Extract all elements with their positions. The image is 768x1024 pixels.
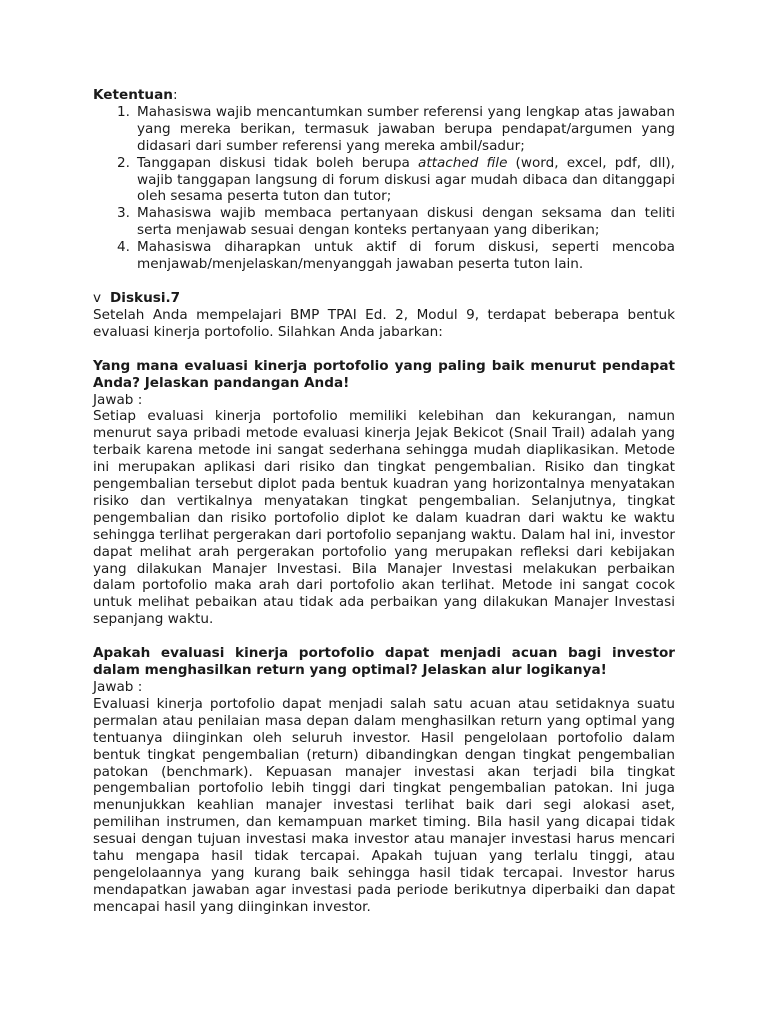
list-number: 3. bbox=[117, 205, 130, 222]
question-1: Yang mana evaluasi kinerja portofolio yang paling baik menurut pendapat Anda? Jelaskan pandangan Anda! bbox=[93, 357, 675, 391]
spacer bbox=[93, 628, 675, 645]
list-number: 1. bbox=[117, 103, 130, 120]
list-text-post: (word, excel, pdf, dll), wajib tanggapan langsung di forum diskusi agar mudah dibaca dan ditanggapi oleh sesama peserta tuton dan tutor; bbox=[137, 154, 675, 205]
jawab-label-2: Jawab : bbox=[93, 679, 143, 695]
ketentuan-heading bbox=[93, 87, 675, 104]
list-item bbox=[93, 239, 675, 273]
diskusi-heading bbox=[93, 290, 675, 307]
list-text: Mahasiswa wajib membaca pertanyaan diskusi dengan seksama dan teliti serta menjawab sesuai dengan konteks pertanyaan yang diberikan; bbox=[137, 205, 675, 239]
list-item bbox=[93, 155, 675, 206]
document-page bbox=[93, 87, 675, 916]
list-item bbox=[93, 104, 675, 155]
answer-1: Setiap evaluasi kinerja portofolio memiliki kelebihan dan kekurangan, namun menurut saya pribadi metode evaluasi kinerja Jejak Bekicot (Snail Trail) adalah yang terbaik karena metode ini sangat sederhana sehingga mudah diaplikasikan. Metode ini merupakan aplikasi dari risiko dan tingkat pengembalian. Risiko dan tingkat pengembalian tersebut diplot pada bentuk kuadran yang horizontalnya menyatakan risiko dan vertikalnya menyatakan tingkat pengembalian. Selanjutnya, tingkat pengembalian dan risiko portofolio diplot ke dalam kuadran dari waktu ke waktu sehingga terlihat pergerakan dari portofolio sepanjang waktu. Dalam hal ini, investor dapat melihat arah pergerakan portofolio yang merupakan refleksi dari kebijakan yang dilakukan Manajer Investasi. Bila Manajer Investasi melakukan perbaikan dalam portofolio maka arah dari portofolio akan terlihat. Metode ini sangat cocok untuk melihat pebaikan atau tidak ada perbaikan yang dilakukan Manajer Investasi sepanjang waktu. bbox=[93, 408, 675, 628]
diskusi-bullet: v bbox=[93, 289, 102, 306]
ketentuan-list bbox=[93, 104, 675, 273]
question-2: Apakah evaluasi kinerja portofolio dapat menjadi acuan bagi investor dalam menghasilkan return yang optimal? Jelaskan alur logikanya! bbox=[93, 645, 675, 679]
spacer bbox=[93, 341, 675, 358]
list-text-emphasis: attached file bbox=[417, 154, 508, 171]
jawab-label-1: Jawab : bbox=[93, 391, 143, 408]
answer-2: Evaluasi kinerja portofolio dapat menjadi salah satu acuan atau setidaknya suatu permalan atau penilaian masa depan dalam menghasilkan return yang optimal yang tentuanya diinginkan oleh seluruh investor. Hasil pengelolaan portofolio dalam bentuk tingkat pengembalian (return) dibandingkan dengan tingkat pengembalian patokan (benchmark). Kepuasan manajer investasi akan terjadi bila tingkat pengembalian portofolio lebih tinggi dari tingkat pengembalian patokan. Ini juga menunjukkan keahlian manajer investasi terlihat baik dari segi alokasi aset, pemilihan instrumen, dan kemampuan market timing. Bila hasil yang dicapai tidak sesuai dengan tujuan investasi maka investor atau manajer investasi harus mencari tahu mengapa hasil tidak tercapai. Apakah tujuan yang terlalu tinggi, atau pengelolaannya yang kurang baik sehingga hasil tidak tercapai. Investor harus mendapatkan jawaban agar investasi pada periode berikutnya diperbaiki dan dapat mencapai hasil yang diinginkan investor. bbox=[93, 695, 675, 915]
list-number: 2. bbox=[117, 154, 130, 171]
ketentuan-colon: : bbox=[172, 87, 178, 103]
list-item bbox=[93, 205, 675, 239]
diskusi-intro: Setelah Anda mempelajari BMP TPAI Ed. 2, Modul 9, terdapat beberapa bentuk evaluasi kinerja portofolio. Silahkan Anda jabarkan: bbox=[93, 306, 675, 340]
list-text: Mahasiswa wajib mencantumkan sumber referensi yang lengkap atas jawaban yang mereka berikan, termasuk jawaban berupa pendapat/argumen yang didasari dari sumber referensi yang mereka ambil/sadur; bbox=[137, 103, 675, 154]
diskusi-title: Diskusi.7 bbox=[110, 289, 181, 306]
list-number: 4. bbox=[117, 239, 130, 256]
list-text: Mahasiswa diharapkan untuk aktif di forum diskusi, seperti mencoba menjawab/menjelaskan/menyanggah jawaban peserta tuton lain. bbox=[137, 239, 675, 273]
ketentuan-title: Ketentuan bbox=[93, 87, 173, 103]
spacer bbox=[93, 273, 675, 290]
list-text-pre: Tanggapan diskusi tidak boleh berupa bbox=[137, 154, 418, 171]
